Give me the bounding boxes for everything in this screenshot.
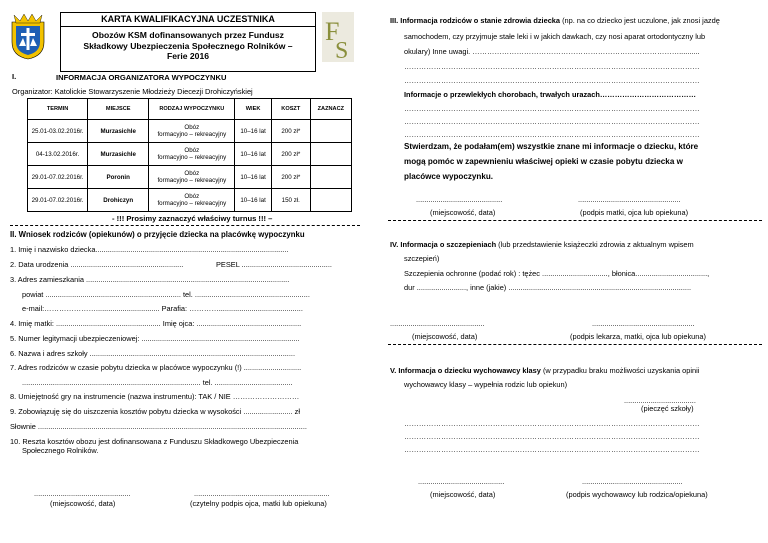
- signature-line[interactable]: ..............................................: [390, 319, 485, 328]
- fs-logo: [322, 12, 354, 62]
- select-checkbox[interactable]: [310, 166, 351, 189]
- section4-line2: szczepień): [404, 254, 440, 263]
- column-header: MIEJSCE: [88, 99, 149, 120]
- section2-title: II. Wniosek rodziców (opiekunów) o przyjęcie dziecka na placówkę wypoczynku: [10, 230, 305, 239]
- section1-title: INFORMACJA ORGANIZATORA WYPOCZYNKU: [56, 73, 227, 82]
- section3-line2: samochodem, czy przyjmuje stałe leki i w jakich dawkach, czy nosi aparat ortodontyczny lub: [404, 32, 706, 41]
- parents-phone-field[interactable]: ....................................................................................... tel. ......................................: [22, 378, 293, 387]
- card-title: KARTA KWALIFIKACYJNA UCZESTNIKA: [61, 13, 315, 27]
- section3-title: III. Informacja rodziców o stanie zdrowia dziecka (np. na co dziecko jest uczulone, jak znosi jazdę: [390, 16, 720, 25]
- teacher-notes-line[interactable]: …………………………………………………………………………………………………………: [404, 419, 700, 428]
- place-date-label: (miejscowość, data): [412, 332, 478, 341]
- address-field[interactable]: 3. Adres zamieszkania ...................................................................................................: [10, 275, 290, 284]
- card-title-box: [60, 12, 316, 72]
- school-field[interactable]: 6. Nazwa i adres szkoły ....................................................................................................: [10, 349, 296, 358]
- section1-number: I.: [12, 72, 17, 81]
- divider: [388, 344, 762, 345]
- column-header: TERMIN: [28, 99, 88, 120]
- email-parish-field[interactable]: e-mail:…………………............................... Parafia: ………….........................................: [22, 304, 303, 313]
- table-row: 29.01-07.02.2016r. Poronin Obóz formacyjno – rekreacyjny 10–16 lat 200 zł*: [28, 166, 352, 189]
- pesel-field[interactable]: PESEL ............................................: [216, 260, 332, 269]
- section5-line2: wychowawcy klasy – wypełnia rodzic lub opiekun): [404, 380, 568, 389]
- statement-line3: placówce wypoczynku.: [404, 172, 494, 181]
- illness-line[interactable]: …………………………………………………………………………………………………………: [404, 104, 700, 113]
- signature-label: (podpis matki, ojca lub opiekuna): [580, 208, 689, 217]
- card-subtitle: Obozów KSM dofinansowanych przez Fundusz Składkowy Ubezpieczenia Społecznego Rolników – Ferie 2016: [83, 30, 293, 61]
- camp-table: [27, 98, 352, 212]
- divider: [10, 225, 360, 226]
- svg-text:F: F: [325, 17, 340, 46]
- place-date-label: (miejscowość, data): [430, 208, 496, 217]
- column-header: RODZAJ WYPOCZYNKU: [149, 99, 235, 120]
- health-notes-line[interactable]: …………………………………………………………………………………………………………: [404, 62, 700, 71]
- signature-line[interactable]: ..........................................: [416, 195, 503, 204]
- place-date-label: (miejscowość, data): [50, 499, 116, 508]
- table-row: 25.01-03.02.2016r. Murzasichle Obóz formacyjno – rekreacyjny 10–16 lat 200 zł*: [28, 120, 352, 143]
- svg-text:S: S: [335, 38, 349, 62]
- cost-commitment-field[interactable]: 9. Zobowiązuję się do uiszczenia kosztów pobytu dziecka w wysokości ........................ zł: [10, 407, 300, 416]
- funding-note-line1: 10. Reszta kosztów obozu jest dofinansowana z Funduszu Składkowego Ubezpieczenia: [10, 437, 299, 446]
- health-notes-field[interactable]: okulary) Inne uwagi. …………………………………………………………………………..........: [404, 47, 700, 56]
- section4-title: IV. Informacja o szczepieniach (lub przedstawienie książeczki zdrowia z aktualnym wpisem: [390, 240, 694, 249]
- statement-line2: mogą pomóc w zapewnieniu właściwej opieki w czasie pobytu dziecka w: [404, 157, 683, 166]
- divider: [388, 220, 762, 221]
- signature-line[interactable]: ..................................................: [578, 195, 681, 204]
- place-date-label: (miejscowość, data): [430, 490, 496, 499]
- teacher-notes-line[interactable]: …………………………………………………………………………………………………………: [404, 432, 700, 441]
- child-name-field[interactable]: 1. Imię i nazwisko dziecka..............................................................................................: [10, 245, 289, 254]
- signature-label: (czytelny podpis ojca, matki lub opiekuna): [190, 499, 327, 508]
- select-checkbox[interactable]: [310, 120, 351, 143]
- instrument-field[interactable]: 8. Umiejętność gry na instrumencie (nazwa instrumentu): TAK / NIE ………………………: [10, 392, 300, 401]
- insurance-number-field[interactable]: 5. Numer legitymacji ubezpieczeniowej: .............................................................................: [10, 334, 300, 343]
- statement-line1: Stwierdzam, że podałam(em) wszystkie znane mi informacje o dziecku, które: [404, 142, 699, 151]
- vaccination-other-field[interactable]: dur ........................, inne (jakie) .........................................................................................: [404, 283, 692, 292]
- column-header: WIEK: [235, 99, 272, 120]
- signature-line[interactable]: .................................................: [582, 477, 683, 486]
- birth-date-field[interactable]: 2. Data urodzenia .......................................................: [10, 260, 184, 269]
- select-checkbox[interactable]: [310, 143, 351, 166]
- amount-in-words-field[interactable]: Słownie ...................................................................................................................................: [10, 422, 307, 431]
- funding-note-line2: Społecznego Rolników.: [22, 446, 99, 455]
- illness-line[interactable]: …………………………………………………………………………………………………………: [404, 130, 700, 139]
- signature-label: (podpis lekarza, matki, ojca lub opiekuna): [570, 332, 706, 341]
- chronic-illness-field[interactable]: Informacje o przewlekłych chorobach, trwałych urazach…………………………………: [404, 90, 696, 99]
- table-row: 04-13.02.2016r. Murzasichle Obóz formacyjno – rekreacyjny 10–16 lat 200 zł*: [28, 143, 352, 166]
- column-header: ZAZNACZ: [310, 99, 351, 120]
- teacher-notes-line[interactable]: …………………………………………………………………………………………………………: [404, 445, 700, 454]
- vaccination-field[interactable]: Szczepienia ochronne (podać rok) : tężec ................................, błonica...................................,: [404, 269, 710, 278]
- signature-line[interactable]: ..................................................: [592, 319, 695, 328]
- select-turnus-note: - !!! Prosimy zaznaczyć właściwy turnus !!! –: [112, 214, 273, 223]
- signature-label: (podpis wychowawcy lub rodzica/opiekuna): [566, 490, 708, 499]
- section5-title: V. Informacja o dziecku wychowawcy klasy (w przypadku braku możliwości uzyskania opinii: [390, 366, 700, 375]
- parents-names-field[interactable]: 4. Imię matki: ................................................... Imię ojca: ...................................................: [10, 319, 302, 328]
- organizer: Organizator: Katolickie Stowarzyszenie Młodzieży Diecezji Drohiczyńskiej: [12, 87, 253, 96]
- stamp-line[interactable]: ...................................: [624, 396, 696, 405]
- signature-line[interactable]: ...............................................: [34, 489, 131, 498]
- table-header-row: [28, 99, 352, 120]
- parents-address-field[interactable]: 7. Adres rodziców w czasie pobytu dziecka w placówce wypoczynku (!) ............................: [10, 363, 302, 372]
- county-phone-field[interactable]: powiat .................................................................. tel. ........................................................: [22, 290, 310, 299]
- school-stamp-label: (pieczęć szkoły): [641, 404, 694, 413]
- signature-line[interactable]: ..........................................: [418, 477, 505, 486]
- column-header: KOSZT: [271, 99, 310, 120]
- diocese-crest: [10, 12, 46, 60]
- select-checkbox[interactable]: [310, 189, 351, 212]
- health-notes-line[interactable]: …………………………………………………………………………………………………………: [404, 76, 700, 85]
- illness-line[interactable]: …………………………………………………………………………………………………………: [404, 117, 700, 126]
- signature-line[interactable]: ..................................................................: [194, 489, 330, 498]
- table-row: 29.01-07.02.2016r. Drohiczyn Obóz formacyjno – rekreacyjny 10–16 lat 150 zł.: [28, 189, 352, 212]
